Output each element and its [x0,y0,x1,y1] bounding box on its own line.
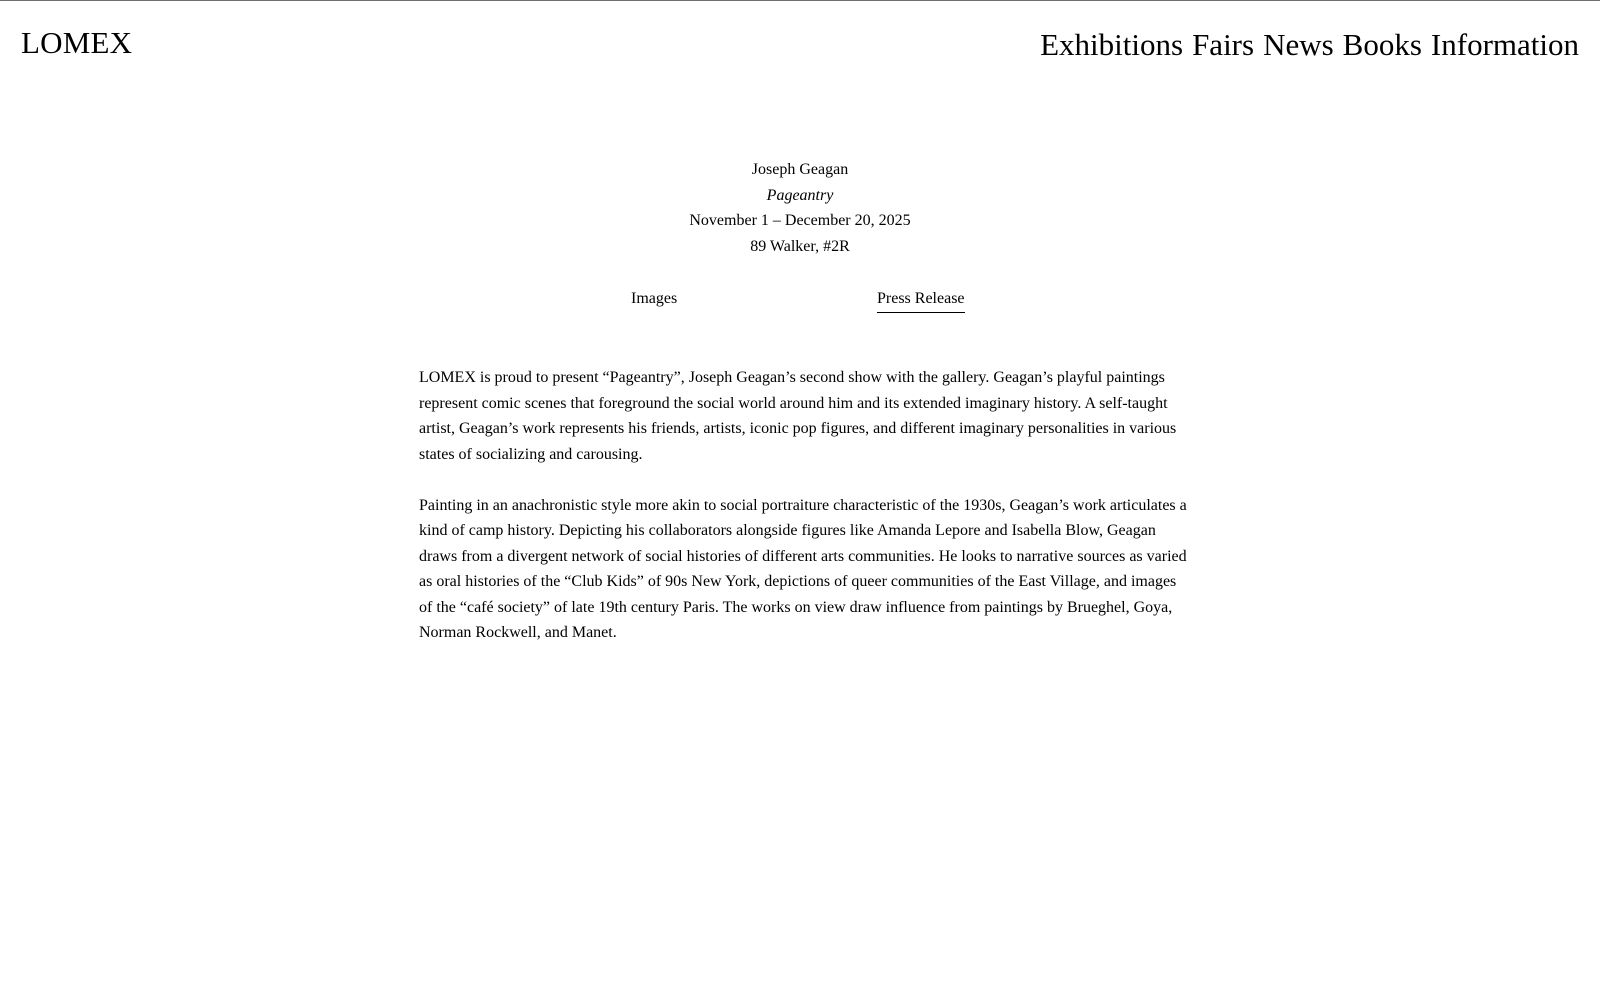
exhibition-dates: November 1 – December 20, 2025 [689,212,911,229]
nav-exhibitions[interactable]: Exhibitions [1040,27,1184,62]
site-logo[interactable]: LOMEX [21,25,133,60]
nav-news[interactable]: News [1263,27,1334,62]
tab-press-release[interactable]: Press Release [877,288,965,313]
artist-name: Joseph Geagan [751,161,849,178]
nav-information[interactable]: Information [1430,27,1579,62]
main-nav [1040,27,1579,63]
press-release-paragraph: LOMEX is proud to present “Pageantry”, Joseph Geagan’s second show with the gallery. Geagan’s playful paintings represent comic scenes that foreground the social world around him and its extended imaginary history. A self-taught artist, Geagan’s work represents his friends, artists, iconic pop figures, and different imaginary personalities in various states of socializing and carousing. [419,369,1177,463]
exhibition-location: 89 Walker, #2R [750,237,850,255]
nav-fairs[interactable]: Fairs [1192,27,1255,62]
exhibition-title: Pageantry [766,186,834,204]
exhibition-header [0,157,1600,259]
press-release-paragraph: Painting in an anachronistic style more akin to social portraiture characteristic of the 1930s, Geagan’s work articulates a kind of camp history. Depicting his collaborators alongside figures like Amanda Lepore and Isabella Blow, Geagan draws from a divergent network of social histories of different arts communities. He looks to narrative sources as varied as oral histories of the “Club Kids” of 90s New York, depictions of queer communities of the East Village, and images of the “café society” of late 19th century Paris. The works on view draw influence from paintings by Brueghel, Goya, Norman Rockwell, and Manet. [419,496,1187,641]
tab-images[interactable]: Images [631,290,678,307]
press-release-text [419,365,1189,671]
nav-books[interactable]: Books [1342,27,1422,62]
